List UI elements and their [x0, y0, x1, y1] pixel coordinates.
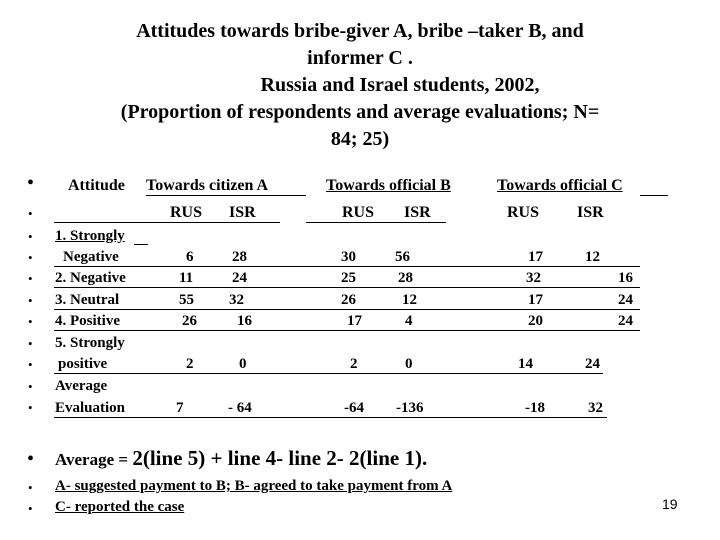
cell-isr-c: 32 [588, 400, 603, 416]
cell-rus-a: 55 [179, 292, 194, 308]
cell-isr-a: 28 [232, 249, 247, 265]
header-citizen-a: Towards citizen A [146, 177, 269, 194]
bullet: • [28, 400, 33, 415]
cell-isr-a: 24 [232, 270, 247, 286]
bullet: • [28, 336, 33, 351]
page-number: 19 [662, 496, 678, 512]
cell-isr-c: 24 [618, 292, 633, 308]
row-label: 3. Neutral [55, 292, 120, 308]
header-isr-b: ISR [404, 204, 431, 221]
header-rus-b: RUS [342, 204, 375, 221]
bullet: • [27, 448, 35, 470]
cell-rus-b: 17 [347, 313, 362, 329]
bullet: • [28, 314, 33, 329]
bullet: • [28, 271, 33, 286]
row-label: Average [55, 378, 108, 394]
cell-isr-c: 16 [618, 270, 633, 286]
cell-rus-a: 26 [182, 313, 197, 329]
title-line-4: (Proportion of respondents and average evaluations; N= [120, 101, 600, 123]
title-line-1: Attitudes towards bribe-giver A, bribe –taker B, and [136, 20, 584, 42]
header-isr-a: ISR [229, 204, 256, 221]
cell-isr-c: 12 [585, 249, 600, 265]
cell-isr-c: 24 [585, 356, 600, 372]
bullet: • [28, 293, 33, 308]
cell-isr-b: 12 [402, 292, 417, 308]
row-label: 5. Strongly [55, 335, 125, 351]
row-label: 2. Negative [55, 270, 126, 286]
slide-title [40, 18, 680, 153]
row-label: 1. Strongly [55, 228, 125, 244]
title-line-3: Russia and Israel students, 2002, [260, 74, 540, 96]
cell-rus-c: 17 [528, 249, 543, 265]
note-line-1: A- suggested payment to B; B- agreed to take payment from A [55, 478, 453, 494]
cell-isr-b: -136 [396, 400, 424, 416]
bullet: • [28, 357, 33, 372]
cell-isr-a: 32 [229, 292, 244, 308]
average-formula [55, 446, 427, 471]
cell-isr-a: 0 [239, 356, 247, 372]
bullet: • [28, 480, 33, 495]
cell-isr-b: 4 [405, 313, 413, 329]
bullet: • [28, 206, 33, 221]
cell-rus-a: 11 [179, 270, 194, 286]
bullet: • [28, 229, 33, 244]
cell-rus-a: 2 [186, 356, 194, 372]
row-label-2: positive [58, 356, 108, 372]
cell-rus-b: -64 [344, 400, 364, 416]
cell-rus-c: 32 [526, 270, 541, 286]
note-line-2: C- reported the case [55, 499, 185, 515]
row-label-2: Evaluation [55, 400, 126, 416]
header-rus-a: RUS [170, 204, 203, 221]
bullet: • [28, 250, 33, 265]
cell-rus-c: 17 [528, 292, 543, 308]
header-official-b: Towards official B [326, 177, 451, 194]
row-label: 4. Positive [55, 313, 120, 329]
cell-rus-b: 26 [341, 292, 356, 308]
header-isr-c: ISR [577, 204, 604, 221]
header-official-c: Towards official C [497, 177, 623, 194]
header-attitude: Attitude [68, 177, 125, 194]
cell-isr-b: 56 [395, 249, 410, 265]
cell-rus-b: 30 [341, 249, 356, 265]
formula-body: 2(line 5) + line 4- line 2- 2(line 1). [132, 446, 428, 470]
bullet: • [28, 379, 33, 394]
cell-rus-a: 7 [176, 400, 184, 416]
cell-isr-b: 0 [405, 356, 413, 372]
row-label-2: Negative [63, 249, 119, 265]
title-line-5: 84; 25) [330, 128, 390, 150]
cell-rus-a: 6 [186, 249, 194, 265]
cell-isr-b: 28 [398, 270, 413, 286]
cell-rus-c: 20 [528, 313, 543, 329]
cell-isr-a: 16 [237, 313, 252, 329]
bullet: • [27, 172, 35, 194]
header-rus-c: RUS [507, 204, 540, 221]
formula-prefix: Average = [55, 450, 133, 469]
cell-isr-c: 24 [618, 313, 633, 329]
bullet: • [28, 501, 33, 516]
cell-rus-c: -18 [525, 400, 545, 416]
cell-isr-a: - 64 [228, 400, 252, 416]
cell-rus-c: 14 [518, 356, 533, 372]
cell-rus-b: 2 [350, 356, 358, 372]
title-line-2: informer C . [307, 47, 413, 69]
cell-rus-b: 25 [341, 270, 356, 286]
